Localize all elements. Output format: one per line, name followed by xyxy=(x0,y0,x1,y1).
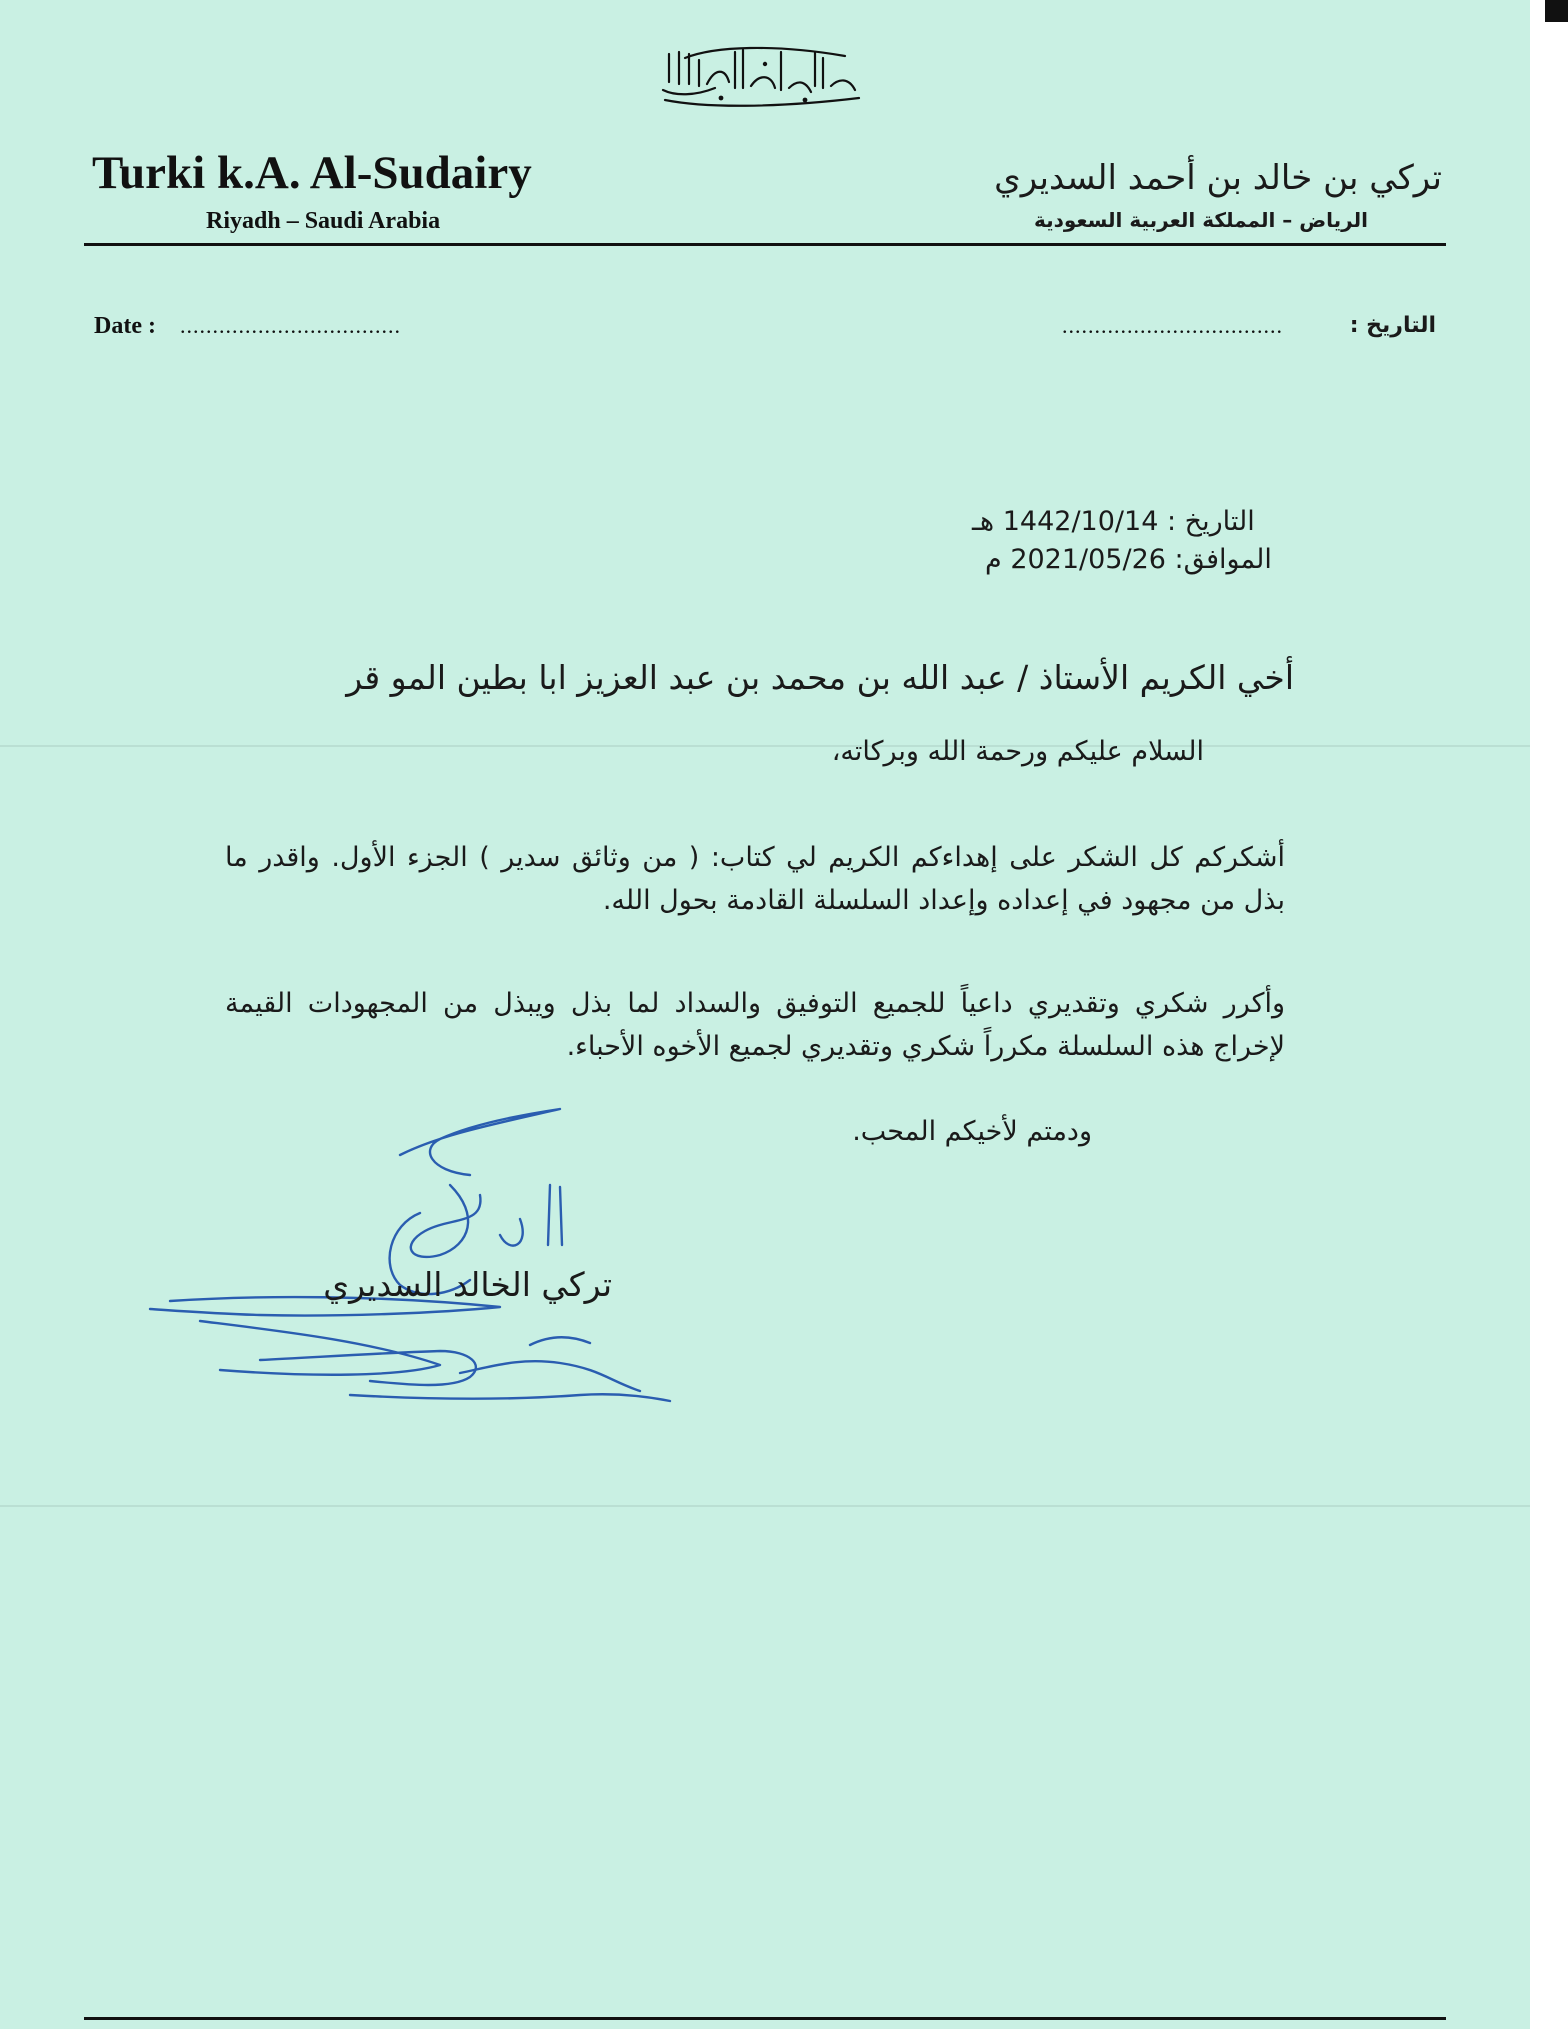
signatory-name: تركي الخالد السديري xyxy=(323,1265,612,1304)
date-label-arabic: التاريخ : xyxy=(1349,313,1436,338)
gregorian-date-value: 2021/05/26 xyxy=(1010,544,1166,575)
hijri-date-suffix: هـ xyxy=(972,506,995,537)
footer-rule xyxy=(84,2017,1446,2020)
name-arabic: تركي بن خالد بن أحمد السديري xyxy=(994,158,1442,198)
gregorian-date-line xyxy=(985,544,1272,575)
salutation: أخي الكريم الأستاذ / عبد الله بن محمد بن عبد العزيز ابا بطين المو قر xyxy=(346,658,1294,697)
scan-corner-mark xyxy=(1545,0,1568,22)
hijri-date-value: 1442/10/14 xyxy=(1002,506,1159,537)
header-rule xyxy=(84,243,1446,246)
gregorian-date-suffix: م xyxy=(985,544,1002,575)
basmala-calligraphy xyxy=(655,38,867,110)
hijri-date-line xyxy=(972,506,1255,537)
scan-margin xyxy=(1530,0,1568,2029)
hijri-date-label: التاريخ : xyxy=(1166,506,1255,537)
fold-crease xyxy=(0,745,1530,747)
paragraph-thanks: أشكركم كل الشكر على إهداءكم الكريم لي كتاب: ( من وثائق سدير ) الجزء الأول. واقدر ما بذل من مجهود في إعداده وإعداد السلسلة القادمة بحول الله. xyxy=(225,842,1285,916)
date-dotted-line-arabic: .................................. xyxy=(1062,313,1283,338)
paragraph-appreciation: وأكرر شكري وتقديري داعياً للجميع التوفيق والسداد لما بذل ويبذل من المجهودات القيمة لإخراج هذه السلسلة مكرراً شكري وتقديري لجميع الأخوه الأحباء. xyxy=(225,988,1285,1062)
fold-crease xyxy=(0,1505,1530,1507)
name-english: Turki k.A. Al-Sudairy xyxy=(92,147,532,199)
closing: ودمتم لأخيكم المحب. xyxy=(852,1116,1092,1147)
date-dotted-line-english: .................................. xyxy=(180,313,401,338)
city-english: Riyadh – Saudi Arabia xyxy=(206,208,441,234)
city-arabic: الرياض – المملكة العربية السعودية xyxy=(1033,208,1368,232)
gregorian-date-label: الموافق: xyxy=(1174,544,1272,575)
date-label-english: Date : xyxy=(94,313,156,339)
greeting: السلام عليكم ورحمة الله وبركاته، xyxy=(831,736,1204,767)
